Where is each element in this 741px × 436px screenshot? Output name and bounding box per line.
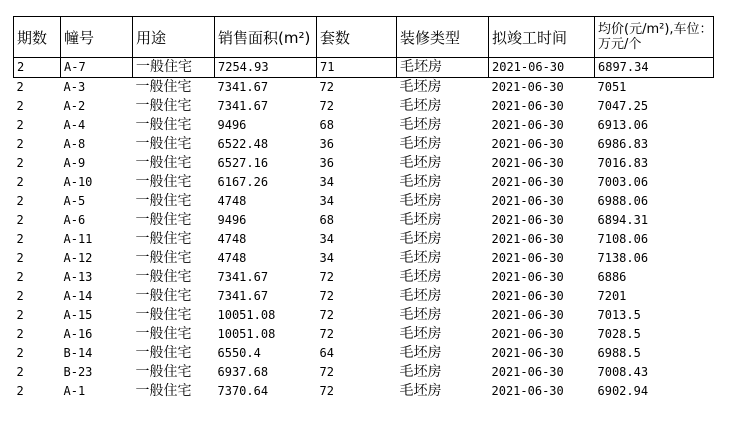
cell-usage: 一般住宅 xyxy=(135,326,192,342)
cell-sales-area: 7254.93 xyxy=(215,58,317,78)
cell-sales-area: 6937.68 xyxy=(217,365,269,379)
cell-building-no: B-23 xyxy=(63,365,93,379)
cell-average-price: 6913.06 xyxy=(597,118,649,132)
header-row xyxy=(14,17,714,58)
table-row xyxy=(14,211,714,230)
cell-phase: 2 xyxy=(16,346,24,360)
cell-sales-area: 6167.26 xyxy=(217,175,269,189)
cell-unit-count: 36 xyxy=(319,137,334,151)
cell-building-no: A-12 xyxy=(63,251,93,265)
cell-usage: 一般住宅 xyxy=(135,231,192,247)
cell-completion-date: 2021-06-30 xyxy=(491,99,564,113)
cell-completion-date: 2021-06-30 xyxy=(491,365,564,379)
cell-decoration-type: 毛坯房 xyxy=(399,383,442,399)
cell-average-price: 6988.5 xyxy=(597,346,641,360)
cell-usage: 一般住宅 xyxy=(135,98,192,114)
table-row xyxy=(14,325,714,344)
cell-average-price: 7013.5 xyxy=(597,308,641,322)
cell-decoration-type: 毛坯房 xyxy=(399,117,442,133)
cell-decoration-type: 毛坯房 xyxy=(399,288,442,304)
header-phase: 期数 xyxy=(14,17,61,58)
cell-phase: 2 xyxy=(16,232,24,246)
cell-unit-count: 64 xyxy=(319,346,334,360)
cell-building-no: A-14 xyxy=(63,289,93,303)
cell-phase: 2 xyxy=(14,58,61,78)
cell-decoration-type: 毛坯房 xyxy=(399,79,442,95)
cell-phase: 2 xyxy=(16,251,24,265)
cell-building-no: A-4 xyxy=(63,118,86,132)
table-row xyxy=(14,135,714,154)
table-row xyxy=(14,58,714,78)
cell-usage: 一般住宅 xyxy=(135,174,192,190)
cell-sales-area: 6550.4 xyxy=(217,346,261,360)
table-row xyxy=(14,382,714,401)
cell-completion-date: 2021-06-30 xyxy=(491,384,564,398)
cell-phase: 2 xyxy=(16,194,24,208)
cell-sales-area: 7341.67 xyxy=(217,80,269,94)
cell-completion-date: 2021-06-30 xyxy=(491,137,564,151)
cell-completion-date: 2021-06-30 xyxy=(491,327,564,341)
cell-usage: 一般住宅 xyxy=(135,79,192,95)
cell-usage: 一般住宅 xyxy=(135,136,192,152)
cell-building-no: A-7 xyxy=(61,58,133,78)
cell-average-price: 7016.83 xyxy=(597,156,649,170)
cell-unit-count: 72 xyxy=(319,308,334,322)
cell-average-price: 7108.06 xyxy=(597,232,649,246)
sales-table xyxy=(13,16,714,401)
cell-unit-count: 34 xyxy=(319,251,334,265)
cell-building-no: A-11 xyxy=(63,232,93,246)
cropped-heading-fragment xyxy=(60,0,150,3)
cell-unit-count: 72 xyxy=(319,289,334,303)
cell-completion-date: 2021-06-30 xyxy=(491,213,564,227)
cell-average-price: 7008.43 xyxy=(597,365,649,379)
cell-average-price: 6894.31 xyxy=(597,213,649,227)
cell-phase: 2 xyxy=(16,308,24,322)
cell-phase: 2 xyxy=(16,365,24,379)
cell-phase: 2 xyxy=(16,384,24,398)
cell-completion-date: 2021-06-30 xyxy=(491,346,564,360)
cell-decoration-type: 毛坯房 xyxy=(399,231,442,247)
cell-sales-area: 9496 xyxy=(217,213,247,227)
cell-sales-area: 10051.08 xyxy=(217,327,276,341)
cell-completion-date: 2021-06-30 xyxy=(491,270,564,284)
cell-sales-area: 4748 xyxy=(217,232,247,246)
cell-unit-count: 71 xyxy=(317,58,397,78)
cell-sales-area: 6522.48 xyxy=(217,137,269,151)
cell-completion-date: 2021-06-30 xyxy=(491,232,564,246)
cell-completion-date: 2021-06-30 xyxy=(491,251,564,265)
table-row xyxy=(14,116,714,135)
cell-average-price: 7028.5 xyxy=(597,327,641,341)
header-usage: 用途 xyxy=(133,17,215,58)
cell-average-price: 7201 xyxy=(597,289,627,303)
table-row xyxy=(14,97,714,116)
cell-sales-area: 4748 xyxy=(217,194,247,208)
cell-sales-area: 7341.67 xyxy=(217,99,269,113)
header-sales-area: 销售面积(m²) xyxy=(215,17,317,58)
cell-unit-count: 68 xyxy=(319,213,334,227)
cell-unit-count: 72 xyxy=(319,384,334,398)
cell-building-no: A-15 xyxy=(63,308,93,322)
cell-completion-date: 2021-06-30 xyxy=(491,289,564,303)
cell-decoration-type: 毛坯房 xyxy=(399,269,442,285)
cell-building-no: A-6 xyxy=(63,213,86,227)
cell-building-no: A-13 xyxy=(63,270,93,284)
cell-usage: 一般住宅 xyxy=(135,288,192,304)
cell-average-price: 6986.83 xyxy=(597,137,649,151)
table-row xyxy=(14,154,714,173)
table-row xyxy=(14,249,714,268)
cell-unit-count: 36 xyxy=(319,156,334,170)
cell-completion-date: 2021-06-30 xyxy=(489,58,595,78)
cell-average-price: 6988.06 xyxy=(597,194,649,208)
cell-decoration-type: 毛坯房 xyxy=(399,193,442,209)
cell-phase: 2 xyxy=(16,270,24,284)
cell-average-price: 6897.34 xyxy=(595,58,714,78)
table-header xyxy=(14,17,714,58)
table-row xyxy=(14,192,714,211)
cell-unit-count: 72 xyxy=(319,80,334,94)
cell-building-no: A-9 xyxy=(63,156,86,170)
table-row xyxy=(14,344,714,363)
cell-completion-date: 2021-06-30 xyxy=(491,194,564,208)
cell-average-price: 6886 xyxy=(597,270,627,284)
cell-building-no: A-8 xyxy=(63,137,86,151)
cell-building-no: A-3 xyxy=(63,80,86,94)
cell-usage: 一般住宅 xyxy=(135,383,192,399)
cell-decoration-type: 毛坯房 xyxy=(397,58,489,78)
cell-completion-date: 2021-06-30 xyxy=(491,118,564,132)
cell-decoration-type: 毛坯房 xyxy=(399,98,442,114)
cell-building-no: B-14 xyxy=(63,346,93,360)
cell-unit-count: 72 xyxy=(319,365,334,379)
header-completion-date: 拟竣工时间 xyxy=(489,17,595,58)
cell-phase: 2 xyxy=(16,213,24,227)
table-row xyxy=(14,78,714,98)
cell-usage: 一般住宅 xyxy=(135,269,192,285)
cell-unit-count: 72 xyxy=(319,99,334,113)
cell-sales-area: 9496 xyxy=(217,118,247,132)
cell-sales-area: 7341.67 xyxy=(217,270,269,284)
cell-sales-area: 10051.08 xyxy=(217,308,276,322)
table-body xyxy=(14,58,714,402)
table-row xyxy=(14,306,714,325)
cell-usage: 一般住宅 xyxy=(135,364,192,380)
cell-building-no: A-10 xyxy=(63,175,93,189)
table-row xyxy=(14,173,714,192)
cell-sales-area: 7370.64 xyxy=(217,384,269,398)
cell-decoration-type: 毛坯房 xyxy=(399,212,442,228)
cell-phase: 2 xyxy=(16,80,24,94)
cell-usage: 一般住宅 xyxy=(135,212,192,228)
cell-average-price: 6902.94 xyxy=(597,384,649,398)
cell-completion-date: 2021-06-30 xyxy=(491,308,564,322)
cell-phase: 2 xyxy=(16,137,24,151)
table-row xyxy=(14,287,714,306)
cell-average-price: 7003.06 xyxy=(597,175,649,189)
cell-usage: 一般住宅 xyxy=(135,193,192,209)
cell-unit-count: 34 xyxy=(319,175,334,189)
header-average-price: 均价(元/m²),车位：万元/个 xyxy=(595,17,714,58)
cell-phase: 2 xyxy=(16,156,24,170)
cell-usage: 一般住宅 xyxy=(135,250,192,266)
cell-sales-area: 6527.16 xyxy=(217,156,269,170)
cell-average-price: 7047.25 xyxy=(597,99,649,113)
cell-sales-area: 7341.67 xyxy=(217,289,269,303)
cell-decoration-type: 毛坯房 xyxy=(399,364,442,380)
table-row xyxy=(14,363,714,382)
cell-phase: 2 xyxy=(16,99,24,113)
cell-usage: 一般住宅 xyxy=(135,345,192,361)
cell-building-no: A-1 xyxy=(63,384,86,398)
cell-unit-count: 72 xyxy=(319,327,334,341)
cell-phase: 2 xyxy=(16,327,24,341)
cell-building-no: A-16 xyxy=(63,327,93,341)
cell-usage: 一般住宅 xyxy=(133,58,215,78)
cell-unit-count: 34 xyxy=(319,194,334,208)
cell-decoration-type: 毛坯房 xyxy=(399,250,442,266)
cell-usage: 一般住宅 xyxy=(135,117,192,133)
cell-decoration-type: 毛坯房 xyxy=(399,345,442,361)
cell-usage: 一般住宅 xyxy=(135,307,192,323)
cell-average-price: 7051 xyxy=(597,80,627,94)
cell-building-no: A-5 xyxy=(63,194,86,208)
cell-phase: 2 xyxy=(16,175,24,189)
cell-unit-count: 68 xyxy=(319,118,334,132)
table-row xyxy=(14,268,714,287)
cell-phase: 2 xyxy=(16,289,24,303)
table-row xyxy=(14,230,714,249)
header-unit-count: 套数 xyxy=(317,17,397,58)
header-decoration-type: 装修类型 xyxy=(397,17,489,58)
cell-decoration-type: 毛坯房 xyxy=(399,136,442,152)
cell-completion-date: 2021-06-30 xyxy=(491,80,564,94)
cell-building-no: A-2 xyxy=(63,99,86,113)
cell-sales-area: 4748 xyxy=(217,251,247,265)
cell-phase: 2 xyxy=(16,118,24,132)
cell-decoration-type: 毛坯房 xyxy=(399,307,442,323)
cell-decoration-type: 毛坯房 xyxy=(399,155,442,171)
cell-unit-count: 34 xyxy=(319,232,334,246)
cell-average-price: 7138.06 xyxy=(597,251,649,265)
header-building-no: 幢号 xyxy=(61,17,133,58)
cell-completion-date: 2021-06-30 xyxy=(491,156,564,170)
cell-usage: 一般住宅 xyxy=(135,155,192,171)
cell-completion-date: 2021-06-30 xyxy=(491,175,564,189)
cell-decoration-type: 毛坯房 xyxy=(399,174,442,190)
cell-decoration-type: 毛坯房 xyxy=(399,326,442,342)
cell-unit-count: 72 xyxy=(319,270,334,284)
